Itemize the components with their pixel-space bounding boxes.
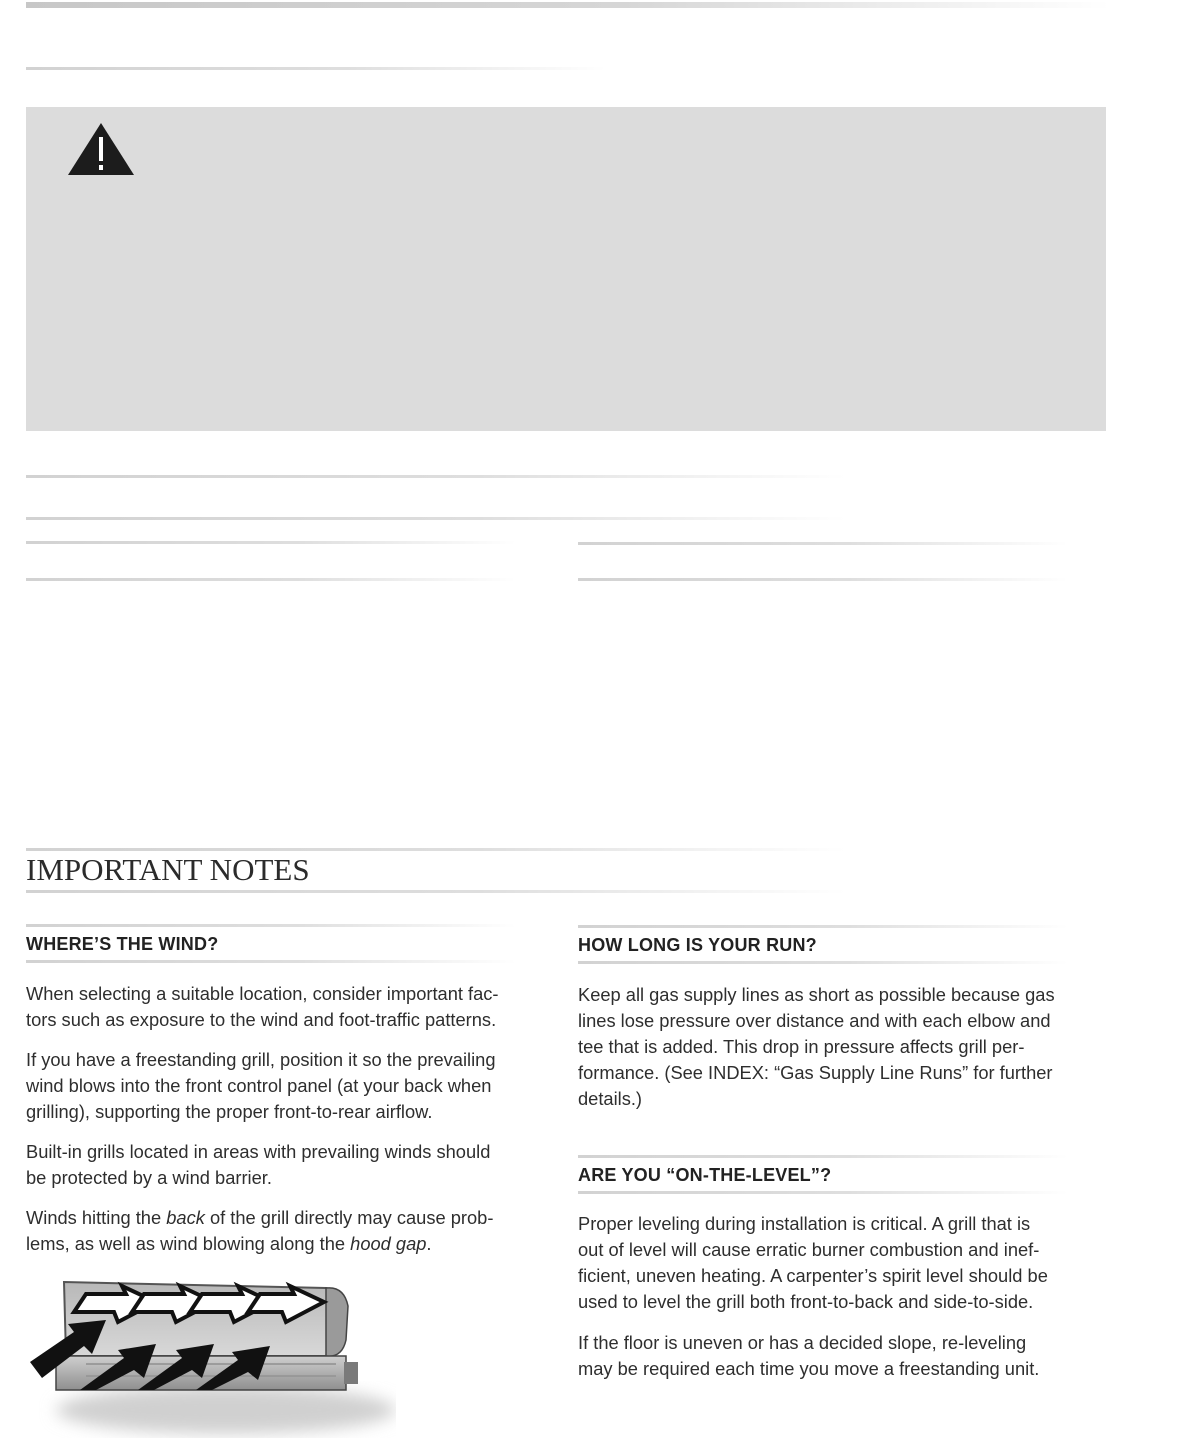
divider [578, 542, 1068, 545]
wind-paragraph-1: When selecting a suitable location, consider important fac- tors such as exposure to the wind and foot-traffic patterns. [26, 983, 499, 1030]
section-rule [578, 961, 1068, 964]
section-rule [578, 1155, 1068, 1158]
grill-wind-illustration [26, 1278, 396, 1438]
title-rule-bottom [26, 890, 846, 893]
section-rule [26, 960, 516, 963]
wind-paragraph-3: Built-in grills located in areas with prevailing winds should be protected by a wind barrier. [26, 1141, 491, 1188]
wind-heading: WHERE’S THE WIND? [26, 934, 219, 954]
run-heading: HOW LONG IS YOUR RUN? [578, 935, 817, 955]
section-rule [26, 924, 516, 927]
page-title: IMPORTANT NOTES [26, 852, 310, 887]
divider [578, 578, 1068, 581]
section-rule [578, 925, 1068, 928]
top-rule [26, 2, 1110, 8]
level-paragraph-1: Proper leveling during installation is critical. A grill that is out of level will cause erratic burner combustion and inef- ficient, uneven heating. A carpenter’s spirit level should be used to level the grill both front-to-back and side-to-side. [578, 1213, 1048, 1312]
wind-paragraph-4: Winds hitting the back of the grill directly may cause prob- lems, as well as wind blowing along the hood gap. [26, 1207, 494, 1254]
section-rule [578, 1191, 1068, 1194]
wind-paragraph-2: If you have a freestanding grill, position it so the prevailing wind blows into the front control panel (at your back when grilling), supporting the proper front-to-rear airflow. [26, 1049, 496, 1122]
level-paragraph-2: If the floor is uneven or has a decided slope, re-leveling may be required each time you move a freestanding unit. [578, 1332, 1040, 1379]
divider [26, 578, 516, 581]
warning-box [26, 107, 1106, 431]
level-heading: ARE YOU “ON-THE-LEVEL”? [578, 1165, 832, 1185]
divider [26, 475, 846, 478]
divider [26, 541, 516, 544]
warning-triangle-icon [66, 121, 136, 177]
run-paragraph: Keep all gas supply lines as short as possible because gas lines lose pressure over distance and with each elbow and tee that is added. This drop in pressure affects grill per- formance. (See INDEX: “Gas Supply Line Runs” for further details.) [578, 984, 1055, 1109]
divider [26, 517, 846, 520]
divider [26, 67, 606, 70]
